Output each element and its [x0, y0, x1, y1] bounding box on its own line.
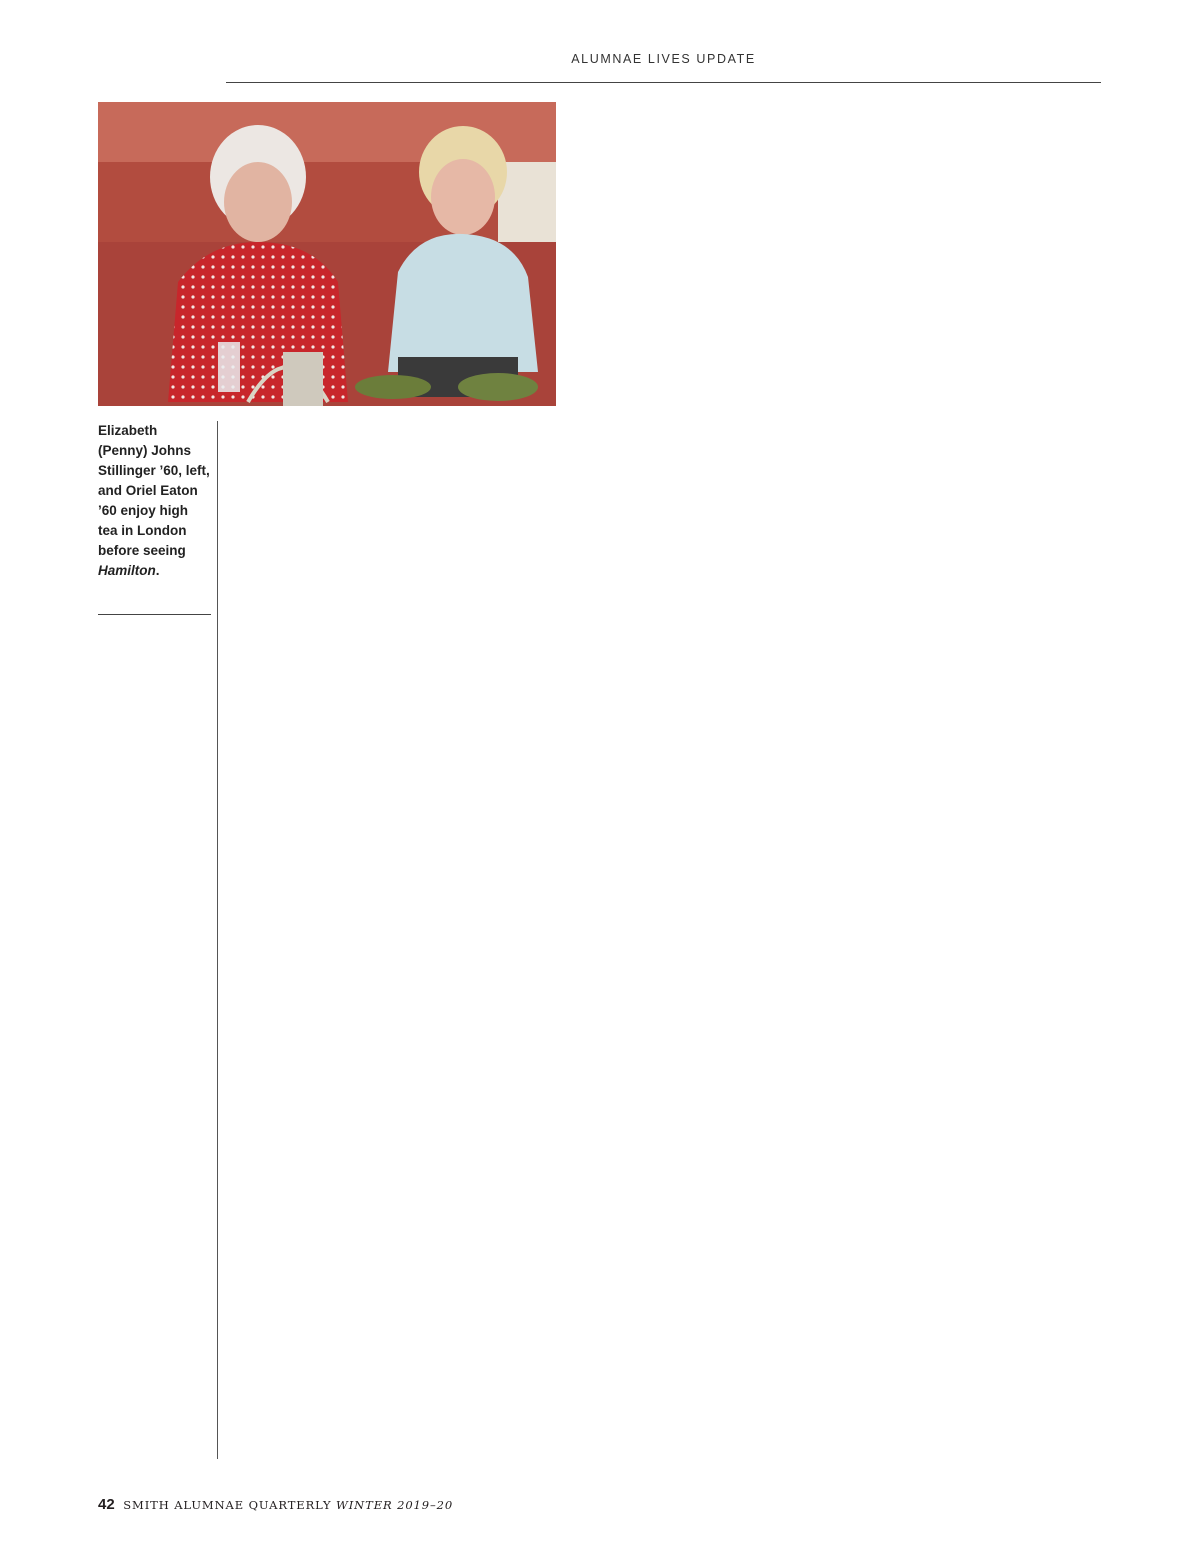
page-footer: [98, 1496, 453, 1513]
photo-illustration: [98, 102, 556, 406]
issue-date: WINTER 2019–20: [336, 1498, 454, 1512]
caption-end: .: [155, 563, 160, 578]
page-number: 42: [98, 1496, 115, 1513]
caption-rule: [98, 614, 211, 615]
photo-caption: [98, 421, 210, 581]
column-rule: [217, 421, 218, 1459]
caption-text: Elizabeth (Penny) Johns Stillinger ’60, left, and Oriel Eaton ’60 enjoy high tea in London before seeing: [98, 423, 210, 558]
running-header: ALUMNAE LIVES UPDATE: [571, 52, 756, 66]
caption-italic: Hamilton: [98, 563, 156, 578]
header-rule: [226, 82, 1101, 83]
photo: [98, 102, 556, 406]
publication-name: SMITH ALUMNAE QUARTERLY: [123, 1498, 332, 1512]
